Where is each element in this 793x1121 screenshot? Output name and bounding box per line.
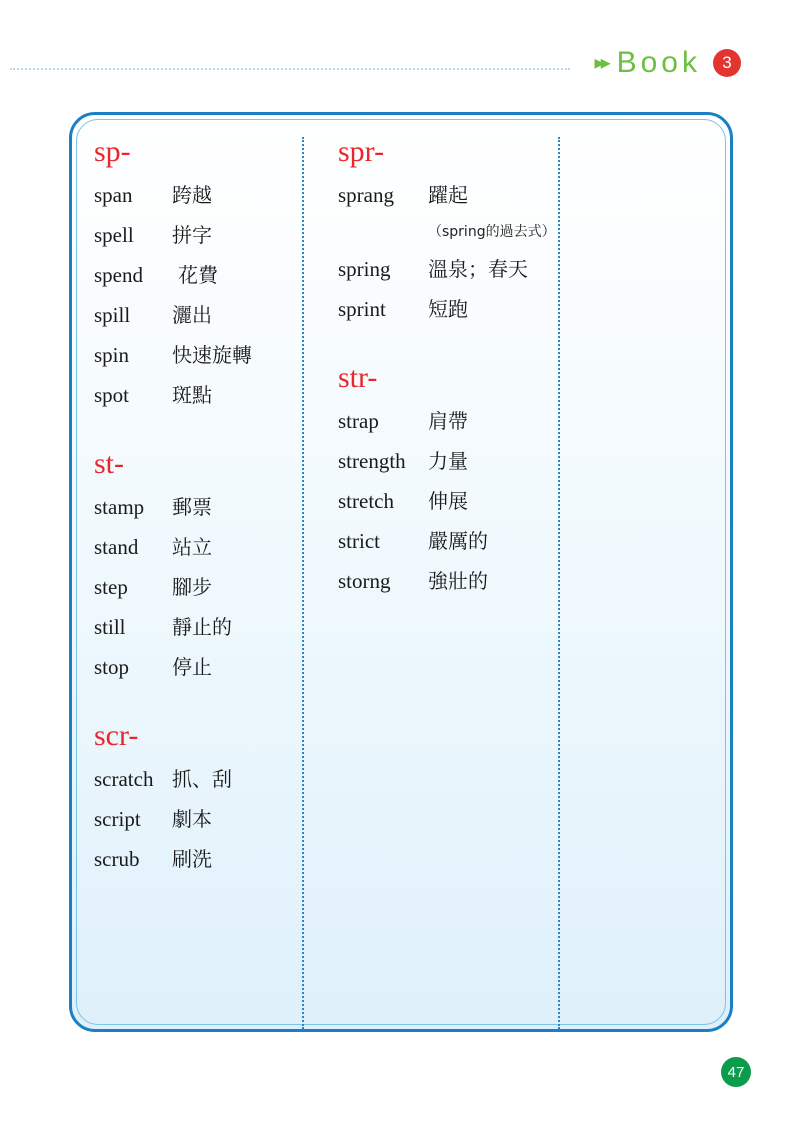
meaning-text: 快速旋轉 [172,343,252,367]
word-row [94,647,302,687]
word-text: step [94,575,128,599]
meaning-text: 靜止的 [172,615,232,639]
word-text: stretch [338,489,394,513]
word-text: span [94,183,133,207]
word-row [94,607,302,647]
header-dotted-rule [10,68,570,70]
meaning-text: 跨越 [172,183,212,207]
word-text: scratch [94,767,154,791]
word-row [94,799,302,839]
word-text: stamp [94,495,145,519]
column-left [72,137,302,1029]
word-text: sprint [338,297,386,321]
word-row [94,175,302,215]
word-text: spell [94,223,134,247]
word-note-text: （spring的過去式） [428,224,556,240]
word-row [338,561,558,601]
word-list-columns [72,115,730,1029]
meaning-text: 強壯的 [428,569,488,593]
word-row [94,335,302,375]
word-text: storng [338,569,391,593]
meaning-text: 灑出 [172,303,212,327]
word-row [338,521,558,561]
group-title: st- [94,447,124,480]
word-text: spin [94,343,130,367]
word-group-str [338,363,558,601]
word-row [94,839,302,879]
word-row [338,249,558,289]
column-middle [302,137,558,1029]
word-row [94,527,302,567]
word-text: script [94,807,141,831]
word-row [94,567,302,607]
word-group-st [94,449,302,687]
word-text: strap [338,409,379,433]
meaning-text: 站立 [172,535,212,559]
word-note-row [338,215,558,249]
word-text: scrub [94,847,140,871]
double-arrow-right-icon: ▸▸ [594,52,607,74]
word-row [338,481,558,521]
word-text: still [94,615,126,639]
word-row [94,759,302,799]
book-label-group [595,46,741,80]
meaning-text: 腳步 [172,575,212,599]
word-row [338,289,558,329]
word-row [94,487,302,527]
word-row [94,215,302,255]
group-title: scr- [94,719,139,752]
page-header [0,46,793,92]
group-title: spr- [338,135,385,168]
word-row [338,441,558,481]
group-title: sp- [94,135,131,168]
word-row [94,255,302,295]
word-row [338,401,558,441]
group-title: str- [338,361,378,394]
word-text: spring [338,257,391,281]
book-label: Book [616,46,701,79]
word-text: strength [338,449,406,473]
word-row [94,295,302,335]
meaning-text: 躍起 [428,183,468,207]
word-group-scr [94,721,302,879]
word-group-sp [94,137,302,415]
word-text: spill [94,303,131,327]
meaning-text: 斑點 [172,383,212,407]
meaning-text: 劇本 [172,807,212,831]
note-spacer [338,215,428,249]
meaning-text: 嚴厲的 [428,529,488,553]
meaning-text: 郵票 [172,495,212,519]
meaning-text: 肩帶 [428,409,468,433]
meaning-text: 抓、刮 [172,767,232,791]
meaning-text: 刷洗 [172,847,212,871]
word-text: spend [94,263,143,287]
meaning-text: 伸展 [428,489,468,513]
word-group-spr [338,137,558,329]
meaning-text: 溫泉；春天 [428,257,528,281]
content-panel [69,112,733,1032]
word-text: stop [94,655,130,679]
meaning-text: 短跑 [428,297,468,321]
word-text: spot [94,383,130,407]
word-row [94,375,302,415]
book-number-badge: 3 [713,49,741,77]
meaning-text: 花費 [178,263,218,287]
word-text: sprang [338,183,394,207]
word-row [338,175,558,215]
column-right [558,137,728,1029]
word-text: strict [338,529,380,553]
meaning-text: 停止 [172,655,212,679]
page-number-badge: 47 [721,1057,751,1087]
meaning-text: 力量 [428,449,468,473]
meaning-text: 拼字 [172,223,212,247]
word-text: stand [94,535,139,559]
